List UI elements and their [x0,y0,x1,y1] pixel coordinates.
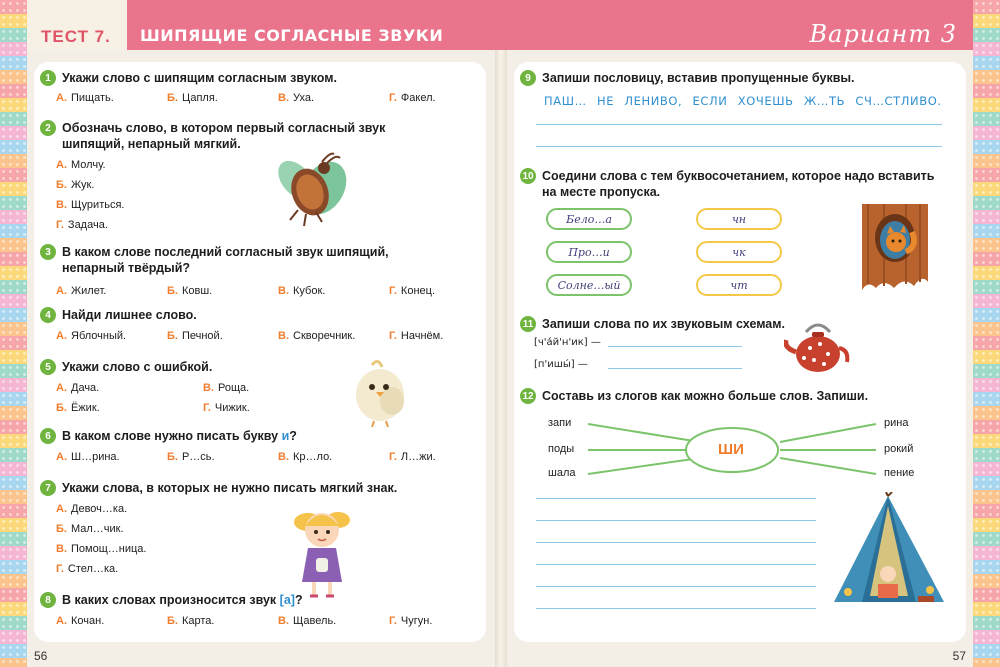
question-number: 11 [520,316,536,332]
question-number: 6 [40,428,56,444]
question-number: 12 [520,388,536,404]
answer-option[interactable]: Б. Ковш. [167,285,213,297]
question-number: 4 [40,307,56,323]
writing-line[interactable] [536,520,816,521]
variant-label: Вариант 3 [809,20,957,48]
question-text: Соедини слова с тем буквосочетанием, которое надо вставить на месте пропуска. [542,169,935,199]
answer-option[interactable]: А. Жилет. [56,285,107,297]
question-number: 3 [40,244,56,260]
page-number-right: 57 [952,649,966,663]
answer-option[interactable]: В. Уха. [278,92,315,104]
question-number: 10 [520,168,536,184]
writing-line[interactable] [536,542,816,543]
word-pill[interactable]: Бело…а [546,208,632,230]
question-1 [40,70,478,105]
writing-line[interactable] [608,346,742,347]
sound-scheme: [п'ишы́] — [534,359,588,370]
letter-combo-pill[interactable]: чн [696,208,782,230]
word-pill[interactable]: Солне…ый [546,274,632,296]
question-number: 8 [40,592,56,608]
chick-illustration [348,357,412,427]
writing-line[interactable] [608,368,742,369]
question-8 [40,592,478,628]
answer-option[interactable]: Г. Чижик. [203,402,250,414]
question-number: 5 [40,359,56,375]
question-text: Укажи слово с шипящим согласным звуком. [62,71,337,85]
writing-line[interactable] [536,146,942,147]
answer-option[interactable]: А. Яблочный. [56,330,127,342]
answer-option[interactable]: Б. Р…сь. [167,451,215,463]
question-5 [40,359,478,415]
tent-illustration [826,492,952,612]
girl-illustration [280,500,360,600]
page-number-left: 56 [34,649,48,663]
answer-option[interactable]: А. Пищать. [56,92,114,104]
question-6 [40,428,478,464]
beetle-illustration [272,150,352,230]
letter-combo-pill[interactable]: чт [696,274,782,296]
answer-option[interactable]: Б. Ёжик. [56,402,100,414]
answer-option[interactable]: Г. Чугун. [389,615,433,627]
question-text: Укажи слово с ошибкой. [62,360,213,374]
answer-option[interactable]: Г. Начнём. [389,330,444,342]
answer-option[interactable]: А. Молчу. [56,159,106,171]
page-header [27,0,973,50]
question-text: Запиши слова по их звуковым схемам. [542,317,785,331]
question-4 [40,307,478,343]
question-text: Составь из слогов как можно больше слов. Запиши. [542,389,869,403]
test-title: ШИПЯЩИЕ СОГЛАСНЫЕ ЗВУКИ [140,26,444,45]
answer-option[interactable]: Б. Мал…чик. [56,523,124,535]
writing-line[interactable] [536,564,816,565]
question-number: 9 [520,70,536,86]
answer-option[interactable]: В. Щуриться. [56,199,125,211]
writing-line[interactable] [536,124,942,125]
syllable-right: рина [884,417,909,429]
question-7 [40,480,478,582]
teapot-illustration [784,318,852,376]
answer-option[interactable]: В. Роща. [203,382,250,394]
writing-line[interactable] [536,608,816,609]
answer-option[interactable]: Г. Факел. [389,92,436,104]
question-number: 1 [40,70,56,86]
answer-option[interactable]: Г. Задача. [56,219,108,231]
question-10 [520,168,952,200]
answer-option[interactable]: Г. Конец. [389,285,435,297]
squirrel-tree-illustration [854,204,936,298]
answer-option[interactable]: В. Скворечник. [278,330,356,342]
answer-option[interactable]: В. Кр…ло. [278,451,333,463]
question-text: В каком слове нужно писать букву и? [62,429,297,443]
answer-option[interactable]: В. Помощ…ница. [56,543,147,555]
answer-option[interactable]: А. Девоч…ка. [56,503,128,515]
proverb-text: ПАШ… НЕ ЛЕНИВО, ЕСЛИ ХОЧЕШЬ Ж…ТЬ СЧ…СТЛИВО. [544,94,942,108]
answer-option[interactable]: А. Кочан. [56,615,105,627]
test-label: ТЕСТ 7. [41,27,111,46]
syllable-right: пение [884,467,915,479]
book-spine [495,0,507,667]
answer-option[interactable]: Г. Стел…ка. [56,563,119,575]
question-text: В каких словах произносится звук [а]? [62,593,303,607]
question-3 [40,244,478,298]
syllable-left: запи [548,417,572,429]
sound-scheme: [ч'а́й'н'ик] — [534,337,601,348]
answer-option[interactable]: Б. Жук. [56,179,95,191]
question-number: 2 [40,120,56,136]
writing-line[interactable] [536,586,816,587]
question-11 [520,316,958,332]
right-page-panel [514,62,966,642]
word-pill[interactable]: Про…и [546,241,632,263]
center-syllable: ШИ [718,441,744,458]
question-text: В каком слове последний согласный звук шипящий, непарный твёрдый? [62,245,389,275]
answer-option[interactable]: Б. Карта. [167,615,215,627]
answer-option[interactable]: Б. Цапля. [167,92,218,104]
answer-option[interactable]: Б. Печной. [167,330,223,342]
answer-option[interactable]: В. Кубок. [278,285,326,297]
answer-option[interactable]: А. Ш…рина. [56,451,120,463]
question-number: 7 [40,480,56,496]
question-9 [520,70,958,86]
left-page-panel [34,62,486,642]
answer-option[interactable]: Г. Л…жи. [389,451,436,463]
letter-combo-pill[interactable]: чк [696,241,782,263]
answer-option[interactable]: А. Дача. [56,382,100,394]
syllable-right: рокий [884,443,914,455]
question-text: Найди лишнее слово. [62,308,197,322]
question-text: Запиши пословицу, вставив пропущенные буквы. [542,71,855,85]
syllable-left: шала [548,467,576,479]
answer-option[interactable]: В. Щавель. [278,615,337,627]
question-text: Обозначь слово, в котором первый согласный звук шипящий, непарный мягкий. [62,121,386,151]
question-text: Укажи слова, в которых не нужно писать мягкий знак. [62,481,398,495]
syllable-left: поды [548,443,575,455]
writing-line[interactable] [536,498,816,499]
